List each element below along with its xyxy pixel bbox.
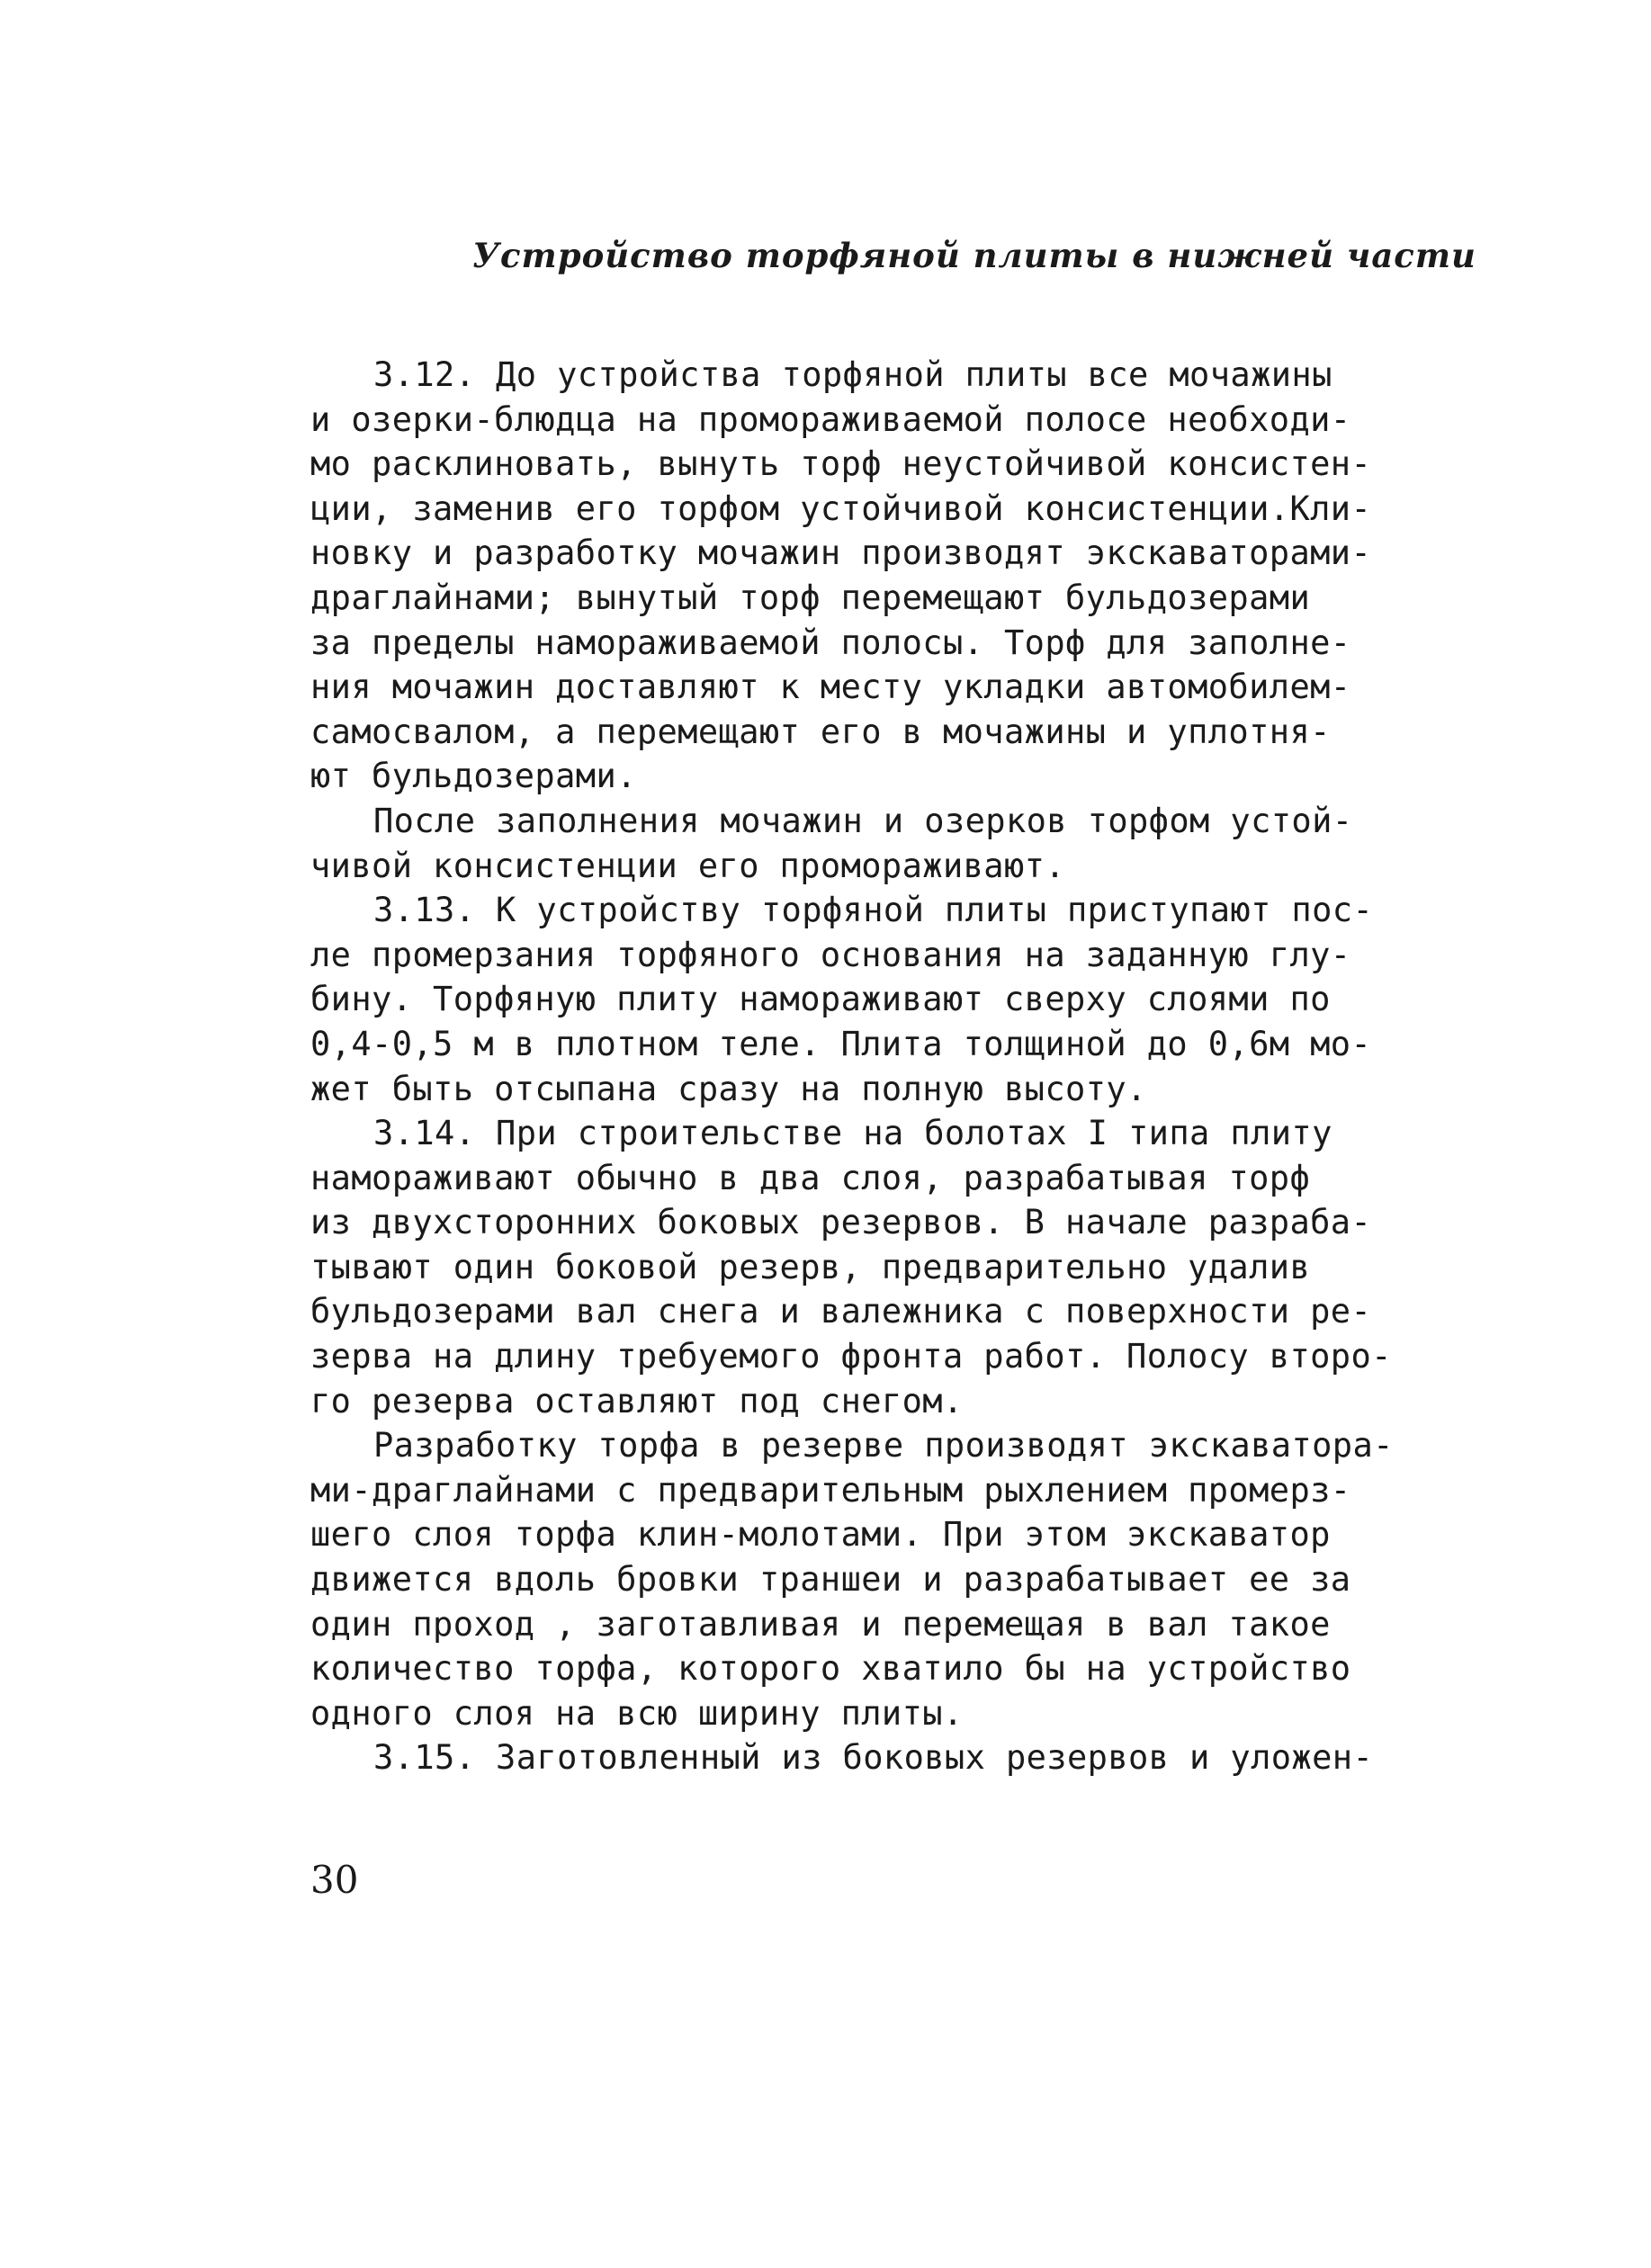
text-line: ле промерзания торфяного основания на заданную глу- [310, 935, 1351, 974]
text-line: 3.14. При строительстве на болотах I типа плиту [373, 1114, 1332, 1153]
text-line: После заполнения мочажин и озерков торфом устой- [373, 801, 1353, 840]
text-line: бину. Торфяную плиту намораживают сверху слоями по [310, 980, 1331, 1019]
text-line: жет быть отсыпана сразу на полную высоту. [310, 1069, 1147, 1108]
text-line: ции, заменив его торфом устойчивой консистенции.Кли- [310, 489, 1372, 528]
text-line: 3.12. До устройства торфяной плиты все мочажины [373, 355, 1332, 394]
text-line: бульдозерами вал снега и валежника с поверхности ре- [310, 1292, 1372, 1331]
text-line: из двухсторонних боковых резервов. В начале разраба- [310, 1203, 1372, 1242]
body-text [310, 353, 1498, 1780]
text-line: самосвалом, а перемещают его в мочажины и уплотня- [310, 712, 1331, 751]
text-line: Разработку торфа в резерве производят экскаватора- [373, 1426, 1394, 1466]
text-line: и озерки-блюдца на промораживаемой полосе необходи- [310, 399, 1351, 439]
text-line: зерва на длину требуемого фронта работ. Полосу второ- [310, 1337, 1392, 1376]
text-line: движется вдоль бровки траншеи и разрабатывает ее за [310, 1560, 1351, 1600]
text-line: за пределы намораживаемой полосы. Торф для заполне- [310, 623, 1351, 662]
text-line: ют бульдозерами. [310, 757, 637, 796]
text-line: шего слоя торфа клин-молотами. При этом экскаватор [310, 1515, 1331, 1555]
page-number: 30 [310, 1858, 359, 1902]
text-line: один проход , заготавливая и перемещая в вал такое [310, 1604, 1331, 1644]
text-line: 0,4-0,5 м в плотном теле. Плита толщиной до 0,6м мо- [310, 1024, 1372, 1063]
text-line: намораживают обычно в два слоя, разрабатывая торф [310, 1158, 1311, 1197]
text-line: ми-драглайнами с предварительным рыхлением промерз- [310, 1470, 1351, 1510]
section-heading: Устройство торфяной плиты в нижней части [472, 236, 1476, 275]
text-line: тывают один боковой резерв, предварительно удалив [310, 1247, 1311, 1286]
text-line: одного слоя на всю ширину плиты. [310, 1693, 964, 1733]
text-line: новку и разработку мочажин производят экскаваторами- [310, 533, 1372, 573]
text-line: количество торфа, которого хватило бы на устройство [310, 1649, 1351, 1689]
text-line: го резерва оставляют под снегом. [310, 1381, 964, 1421]
text-line: 3.13. К устройству торфяной плиты приступают пос- [373, 891, 1374, 930]
text-line: чивой консистенции его промораживают. [310, 846, 1066, 885]
text-line: 3.15. Заготовленный из боковых резервов и уложен- [373, 1738, 1374, 1778]
text-line: ния мочажин доставляют к месту укладки автомобилем- [310, 668, 1351, 707]
text-line: драглайнами; вынутый торф перемещают бульдозерами [310, 578, 1311, 617]
text-line: мо расклиновать, вынуть торф неустойчивой консистен- [310, 444, 1372, 484]
